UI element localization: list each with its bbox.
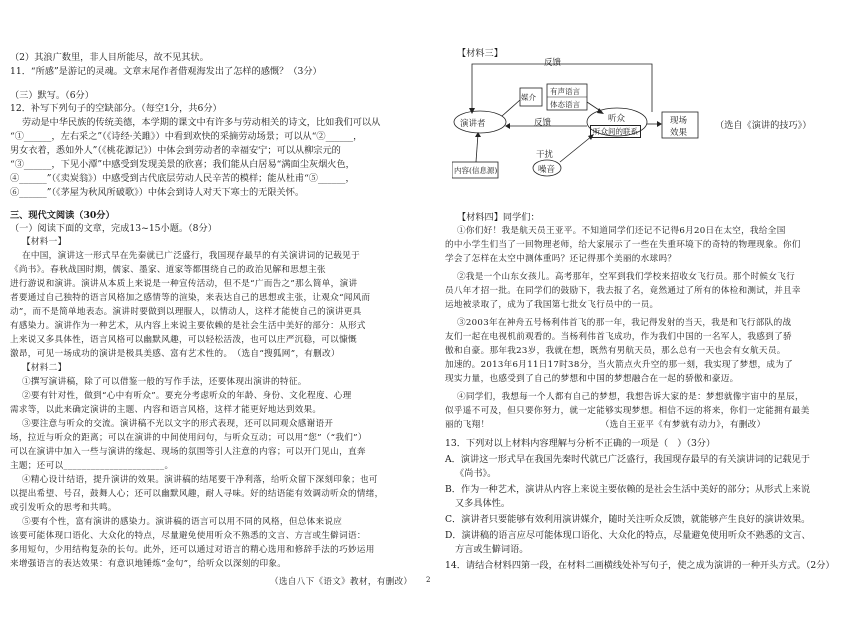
text-line: 男女衣着，悉如外人”（《桃花源记》）中体会到劳动者的幸福安宁；可以从柳宗元的 <box>10 145 341 156</box>
text-line: 14．请结合材料四第一段，在材料二画横线处补写句子，使之成为演讲的一种开头方式。（2分） <box>445 560 835 571</box>
text-line: 者要通过自己独特的语言风格加之感情等的渲染，来表达自己的思想或主张，让观众“闻风而 <box>10 293 371 303</box>
text-line: 激昂，可见一场成功的演讲是极具美感、富有艺术性的。 （选自“搜狐网”，有删改） <box>10 349 340 359</box>
text-line: （三）默写。（6分） <box>10 90 94 101</box>
text-line: 现实力量，也感受到了自己的梦想和中国的梦想融合在一起的骄傲和豪迈。 <box>445 374 739 384</box>
text-line: ②我是一个山东女孩儿。高考那年，空军到我们学校来招收女飞行员。那个时候女飞行 <box>457 272 795 282</box>
diagram-interference: 干扰 <box>536 150 554 160</box>
text-line: 在中国，演讲这一形式早在先秦就已广泛盛行，我国现存最早的有关演讲词的记载见于 <box>22 251 360 261</box>
text-line: 有感染力。演讲作为一种艺术，从内容上来说主要依赖的是社会生活中美好的部分：从形式 <box>10 321 366 331</box>
text-line: ④同学们，我想每一个人都有自己的梦想，我想告诉大家的是：梦想就像宇宙中的星辰， <box>457 392 804 402</box>
text-line: 员八年才招一批。在同学们的鼓励下，我去报了名，竟然通过了所有的体检和测试，并且幸 <box>445 286 801 296</box>
text-line: 11．“所感”是游记的灵魂。文章末尾作者借观海发出了怎样的感慨？（3分） <box>10 66 322 77</box>
text-line: 以提出希望、号召，鼓舞人心；还可以幽默风趣，耐人寻味。好的结语能有效调动听众的情绪， <box>10 489 384 499</box>
text-line: 动”，而不是简单地表态。演讲时要做到以理服人，以情动人，这样才能使自己的演讲更具 <box>10 307 362 317</box>
text-line: 【材料二】 <box>22 363 67 373</box>
text-line: ②要有针对性，做到“心中有听众”。要充分考虑听众的年龄、身份、文化程度、心理 <box>22 391 352 401</box>
text-line: 主题；还可以______________________。 <box>10 461 174 471</box>
text-line: 《尚书》。 <box>455 468 497 479</box>
text-line: 进行游说和演讲。演讲从本质上来说是一种宣传活动，但不是“广而告之”那么简单，演讲 <box>10 279 358 289</box>
text-line: 又多具体性。 <box>455 498 511 509</box>
text-line: ⑥______”（《茅屋为秋风所破歌》）中体会到诗人对天下寒士的无限关怀。 <box>10 187 305 198</box>
text-line: 劳动是中华民族的传统美德，本学期的课文中有许多与劳动相关的诗文，比如我们可以从 <box>22 117 381 128</box>
diagram-body: 体态语言 <box>550 100 580 109</box>
text-line: 丽的飞翔！ （选自王亚平《有梦就有动力》，有删改） <box>445 420 766 430</box>
text-line: （2）其浪广数里，非人目所能尽，故不见其状。 <box>10 52 209 63</box>
text-line: （一）阅读下面的文章，完成13~15小题。（8分） <box>10 223 217 234</box>
speech-flow-diagram <box>452 50 722 190</box>
text-line: 场，拉近与听众的距离；可以在演讲的中间使用问句，与听众互动；可以用“您”（“我们”） <box>10 433 367 443</box>
text-line: 似乎遥不可及，但只要你努力，就一定能够实现梦想。相信不远的将来，你们一定能拥有最美 <box>445 406 810 416</box>
text-line: 12．补写下列句子的空缺部分。（每空1分，共6分） <box>10 103 222 114</box>
diagram-audience-link: 听众间的联系 <box>590 125 641 138</box>
text-line: 【材料四】同学们： <box>457 212 540 223</box>
text-line: ③2003年在神舟五号杨利伟首飞的那一年，我记得发射的当天，我是和飞行部队的战 <box>457 318 792 328</box>
text-line: 可以在演讲中加入一些与演讲的缘起、现场的氛围等引人注意的内容；可以开门见山，直奔 <box>10 447 366 457</box>
text-line: 13．下列对以上材料内容理解与分析不正确的一项是（ ）（3分） <box>445 438 716 449</box>
text-line: 来增强语言的表达效果：有意识地锤炼“金句”，给听众以深刻的印象。 <box>10 559 287 569</box>
text-line: ①你们好！我是航天员王亚平。不知道同学们还记不记得6月20日在太空，我给全国 <box>457 226 786 236</box>
text-line: 三、现代文阅读（30分） <box>10 210 115 221</box>
text-line: （选自八下《语文》教材，有删改） <box>270 577 413 587</box>
text-line: 方言或生僻词语。 <box>455 544 529 555</box>
text-line: 友们一起在电视机前观看的。当杨利伟首飞成功，作为我们中国的一名军人，我感到了骄 <box>445 332 792 342</box>
text-line: ①撰写演讲稿，除了可以借鉴一般的写作手法，还要体现出演讲的特征。 <box>22 377 307 387</box>
text-line: 《尚书》。春秋战国时期，儒家、墨家、道家等都围绕自己的政治见解和思想主张 <box>10 265 326 275</box>
diagram-noise: 噪音 <box>538 165 556 175</box>
text-line: “③______，下见小潭”中感受到发现美景的欣喜；我们能从白居易“满面尘灰烟火色， <box>10 159 355 170</box>
text-line: ⑤要有个性，富有演讲的感染力。演讲稿的语言可以用不同的风格，但总体来说应 <box>22 517 343 527</box>
text-line: C．演讲者只要能够有效利用演讲媒介，随时关注听众反馈，就能够产生良好的演讲效果。 <box>445 514 811 525</box>
diagram-media: 媒介 <box>521 93 536 102</box>
diagram-effect: 效果 <box>670 128 688 138</box>
text-line: “①______，左右采之”（《诗经·关雎》）中看到欢快的采摘劳动场景；可以从“②______， <box>10 131 363 142</box>
text-line: 加速的。2013年6月11日17时38分，当火箭点火升空的那一刻，我实现了梦想，成为了 <box>445 360 794 370</box>
text-line: A．演讲这一形式早在我国先秦时代就已广泛盛行，我国现存最早的有关演讲词的记载见于 <box>445 454 810 465</box>
text-line: D．演讲稿的语言应尽可能体现口语化、大众化的特点，尽量避免使用听众不熟悉的文言、 <box>445 530 811 541</box>
diagram-speaker: 演讲者 <box>460 119 486 129</box>
text-line: 需求等，以此来确定演讲的主题、内容和语言风格，这样才能更好地达到效果。 <box>10 405 322 415</box>
text-line: ④精心设计结语，提升演讲的效果。演讲稿的结尾要干净利落，给听众留下深刻印象；也可 <box>22 475 378 485</box>
text-line: 上来说又多具体性，语言风格可以幽默风趣，可以轻松活泼，也可以庄严沉稳，可以慷慨 <box>10 335 357 345</box>
text-line: 学会了怎样在太空中测体重吗？还记得那个美丽的水球吗？ <box>445 254 677 264</box>
text-line: 或引发听众的思考和共鸣。 <box>10 503 117 513</box>
text-line: 【材料三】 <box>457 48 503 59</box>
diagram-verbal: 有声语言 <box>550 87 580 96</box>
text-line: 【材料一】 <box>22 237 67 247</box>
text-line: ③要注意与听众的交流。演讲稿不光以文字的形式表现，还可以同观众感谢语开 <box>22 419 334 429</box>
text-line: ④______”（《卖炭翁》）中感受到古代底层劳动人民辛苦的模样；能从杜甫“⑤______， <box>10 173 355 184</box>
page-number: 2 <box>426 576 431 584</box>
text-line: （选自《演讲的技巧》） <box>715 120 812 131</box>
diagram-audience: 听众 <box>608 114 626 124</box>
diagram-feedback-top: 反馈 <box>544 58 562 68</box>
diagram-feedback-mid: 反馈 <box>534 118 552 128</box>
text-line: 傲和自豪。那年我23岁，我就在想，既然有男航天员，那么总有一天也会有女航天员。 <box>445 346 786 356</box>
text-line: B．作为一种艺术，演讲从内容上来说主要依赖的是社会生活中美好的部分；从形式上来说 <box>445 484 811 495</box>
diagram-content: 内容(信息源) <box>454 166 498 175</box>
text-line: 运地被录取了，成为了我国第七批女飞行员中的一员。 <box>445 300 659 310</box>
text-line: 的中小学生们当了一回物理老师，给大家展示了一些在失重环境下的奇特的物理现象。你们 <box>445 240 801 250</box>
text-line: 该要可能体现口语化、大众化的特点，尽量避免使用听众不熟悉的文言、方言或生僻词语： <box>10 531 366 541</box>
diagram-scene: 现场 <box>670 116 688 126</box>
text-line: 多用短句，少用结构复杂的长句。此外，还可以通过对语言的精心选用和修辞手法的巧妙运用 <box>10 545 375 555</box>
